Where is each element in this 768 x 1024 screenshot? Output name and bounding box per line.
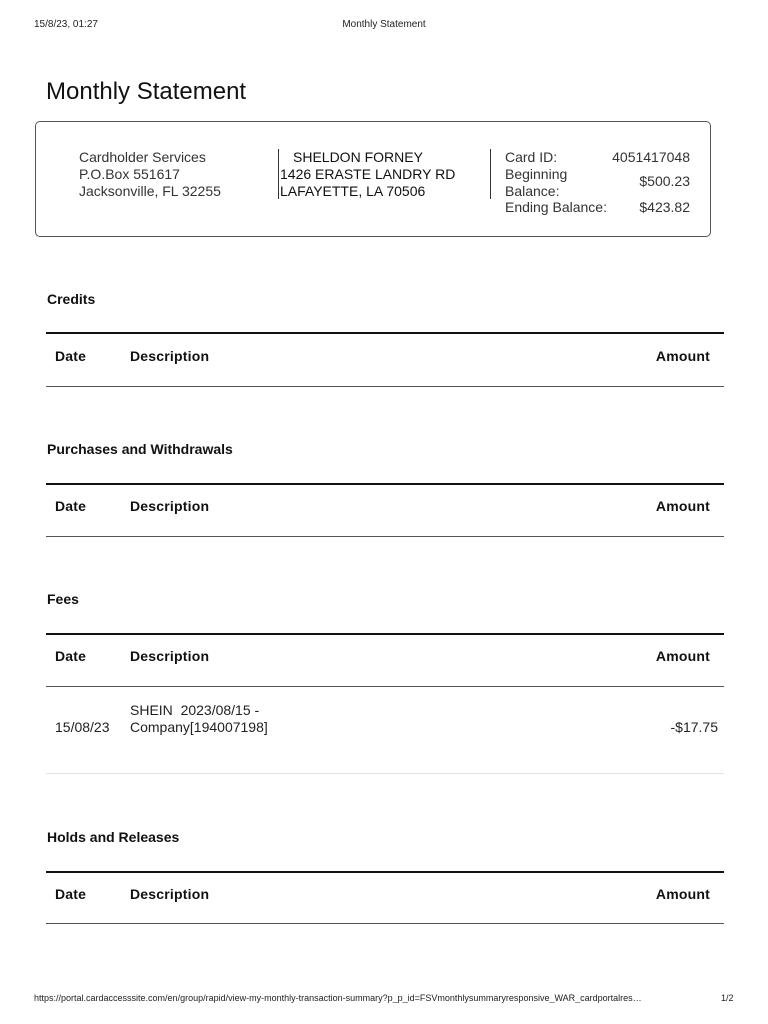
card-id-value: 4051417048 <box>612 149 690 165</box>
cardholder-address <box>280 149 455 200</box>
fee-description <box>130 702 268 736</box>
print-footer-page-number: 1/2 <box>721 993 734 1003</box>
column-header-date: Date <box>55 348 87 364</box>
table-top-rule <box>46 633 724 635</box>
column-header-date: Date <box>55 886 87 902</box>
print-footer-url: https://portal.cardaccesssite.com/en/group/rapid/view-my-monthly-transaction-summary?p_p_id=FSVmonthlysummaryresponsive_WAR_cardportalres… <box>34 993 642 1003</box>
row-separator <box>46 773 724 774</box>
purchases-section-title: Purchases and Withdrawals <box>47 441 233 457</box>
issuer-po-box: P.O.Box 551617 <box>79 166 180 182</box>
beginning-balance-label <box>505 166 567 200</box>
table-header-rule <box>46 536 724 537</box>
fee-date: 15/08/23 <box>55 719 110 735</box>
column-header-description: Description <box>130 348 210 364</box>
cardholder-name: SHELDON FORNEY <box>293 149 423 165</box>
column-header-description: Description <box>130 886 210 902</box>
beginning-balance-label-line2: Balance: <box>505 183 560 199</box>
print-datetime: 15/8/23, 01:27 <box>34 19 98 30</box>
page-title: Monthly Statement <box>46 78 247 105</box>
credits-section-title: Credits <box>47 291 96 307</box>
fees-section-title: Fees <box>47 591 79 607</box>
cardholder-street: 1426 ERASTE LANDRY RD <box>280 166 456 182</box>
fee-description-line2: Company[194007198] <box>130 719 268 735</box>
table-header-rule <box>46 686 724 687</box>
beginning-balance-label-line1: Beginning <box>505 166 568 182</box>
print-header-title: Monthly Statement <box>342 19 426 30</box>
fee-description-line1: SHEIN 2023/08/15 - <box>130 702 260 718</box>
beginning-balance-value: $500.23 <box>639 173 690 189</box>
card-id-label: Card ID: <box>505 149 558 165</box>
column-header-amount: Amount <box>655 648 710 664</box>
column-header-amount: Amount <box>655 348 710 364</box>
summary-divider <box>490 149 491 199</box>
summary-divider <box>278 149 279 199</box>
column-header-amount: Amount <box>655 886 710 902</box>
table-top-rule <box>46 871 724 873</box>
column-header-date: Date <box>55 648 87 664</box>
table-header-rule <box>46 923 724 924</box>
cardholder-city: LAFAYETTE, LA 70506 <box>280 183 426 199</box>
column-header-amount: Amount <box>655 498 710 514</box>
table-top-rule <box>46 332 724 334</box>
issuer-name: Cardholder Services <box>79 149 206 165</box>
table-top-rule <box>46 483 724 485</box>
column-header-date: Date <box>55 498 87 514</box>
column-header-description: Description <box>130 648 210 664</box>
table-header-rule <box>46 386 724 387</box>
column-header-description: Description <box>130 498 210 514</box>
issuer-address <box>79 149 221 200</box>
holds-section-title: Holds and Releases <box>47 829 180 845</box>
ending-balance-value: $423.82 <box>639 199 690 215</box>
issuer-city: Jacksonville, FL 32255 <box>79 183 221 199</box>
ending-balance-label: Ending Balance: <box>505 199 607 215</box>
fee-amount: -$17.75 <box>670 719 718 735</box>
